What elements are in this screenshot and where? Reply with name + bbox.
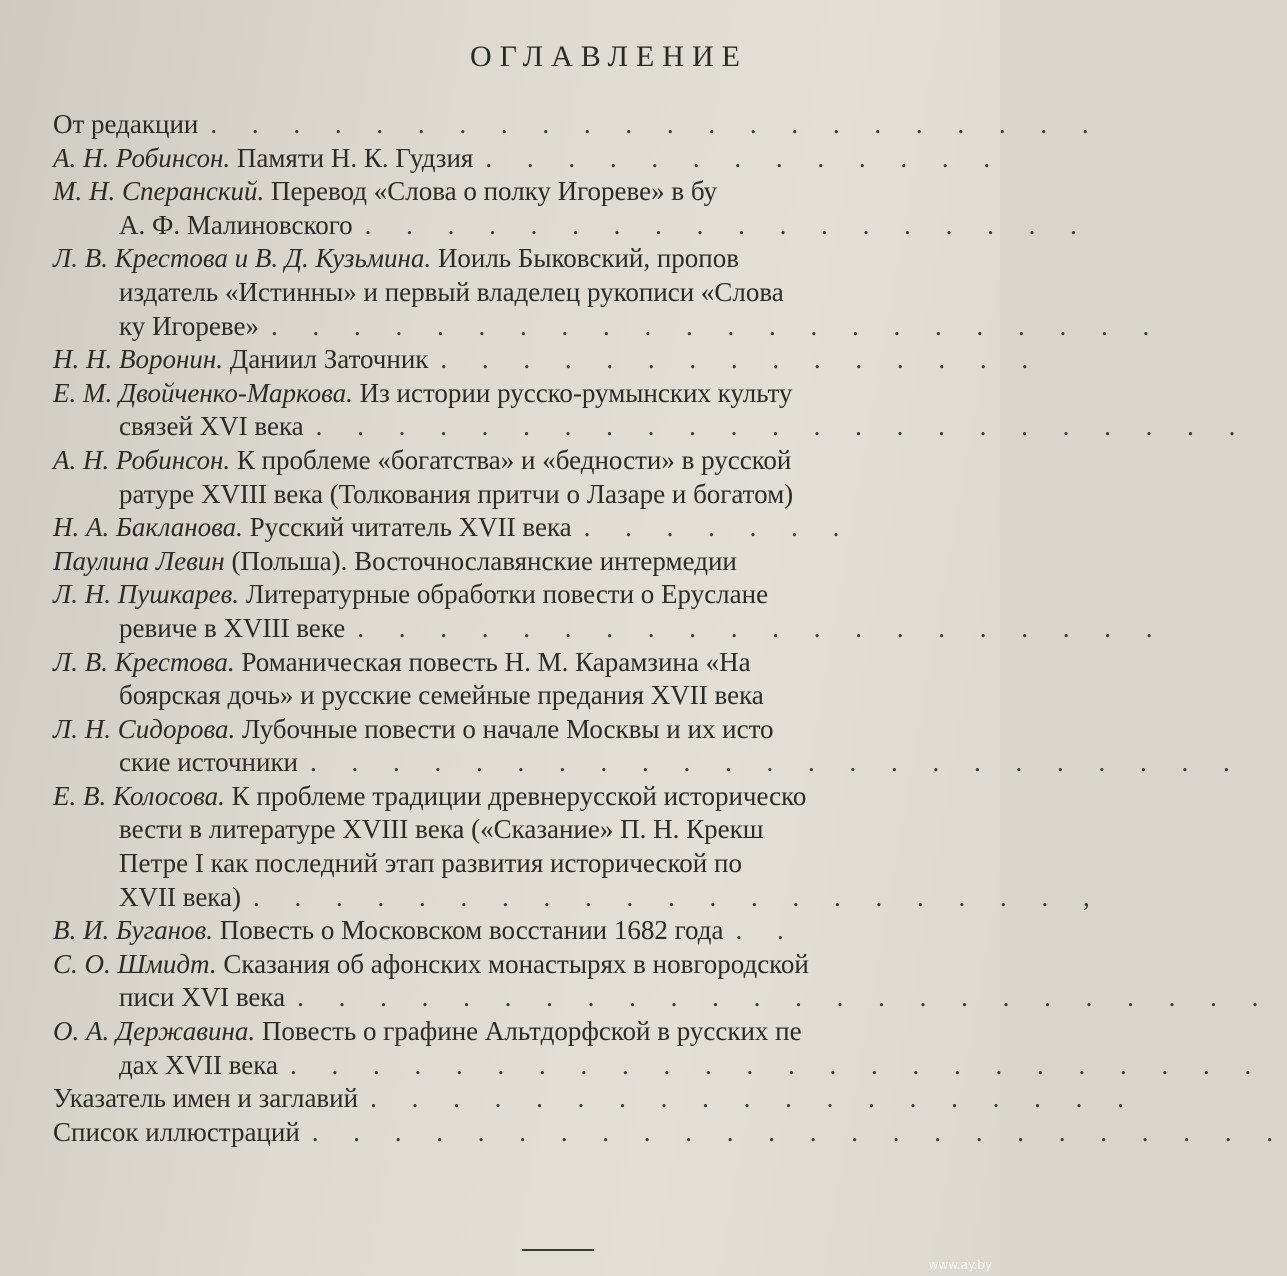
toc-title: Сказания об афонских монастырях в новгородской [223,948,809,979]
toc-title: Список иллюстраций [53,1116,300,1147]
toc-title: А. Ф. Малиновского [119,209,353,240]
toc-title: Перевод «Слова о полку Игореве» в бу [271,176,718,207]
toc-title: Указатель имен и заглавий [53,1083,359,1114]
toc-author: Н. А. Бакланова. [53,512,243,543]
toc-author: Паулина Левин [53,545,225,576]
toc-title: Повесть о Московском восстании 1682 года [219,915,724,946]
toc-title: Из истории русско-румынских культу [359,377,793,408]
toc-line [53,646,1000,680]
toc-line [53,746,1244,780]
toc-line [53,1082,1138,1116]
toc-title: Даниил Заточник [229,344,429,375]
toc-title: Петре I как последний этап развития исторической по [119,848,742,879]
toc-leader-dots: . . . . . . . . . . . . . . . . . . . . . . . . [289,1049,1266,1080]
toc-title: издатель «Истинны» и первый владелец рукописи «Слова [119,276,784,307]
toc-line [53,209,1091,243]
toc-title: ку Игореве» [119,310,259,341]
toc-title: ратуре XVIII века (Толкования притчи о Лазаре и богатом) [119,478,794,509]
toc-line [53,813,1000,847]
toc-line [53,914,1000,948]
toc-title: Памяти Н. К. Гудзия [236,142,474,173]
toc-leader-dots: . . . . . . . . . . . . . . . . . . . . . . [270,310,1164,341]
toc-leader-dots: . . [735,915,798,946]
toc-line [53,1116,1287,1150]
toc-author: Л. В. Крестова и В. Д. Кузьмина. [53,243,432,274]
toc-title: писи XVI века [119,982,286,1013]
watermark: www.ay.by [928,1258,992,1272]
toc-author: Л. В. Крестова. [53,646,235,677]
toc-title: Лубочные повести о начале Москвы и их исто [242,713,774,744]
toc-leader-dots: . . . . . . . . . . . . . . . [440,344,1043,375]
toc-line [53,410,1250,444]
toc-author: В. И. Буганов. [53,915,213,946]
toc-title: ревиче в XVIII веке [119,612,346,643]
toc-line [53,242,1000,276]
toc-line [53,847,1000,881]
toc-title: К проблеме «богатства» и «бедности» в русской [236,444,792,475]
toc-title: Повесть о графине Альтдорфской в русских пе [261,1016,802,1047]
toc-line [53,444,1000,478]
toc-leader-dots: . . . . . . . . . . . . . . . . . . . . [357,612,1167,643]
toc-leader-dots: . . . . . . . . . . . . . . . . . . . . . . . [315,411,1250,442]
toc-title: дах XVII века [119,1049,278,1080]
toc-author: С. О. Шмидт. [53,948,217,979]
toc-leader-dots: . . . . . . . . . . . . . . . . . . [364,209,1091,240]
toc-title: Русский читатель XVII века [249,512,572,543]
toc-line [53,981,1273,1015]
toc-line [53,511,1000,545]
toc-line [53,377,1000,411]
toc-line [53,578,1000,612]
toc-title: связей XVI века [119,411,304,442]
toc-author: А. Н. Робинсон. [53,142,231,173]
page-title: ОГЛАВЛЕНИЕ [470,40,748,73]
toc-author: Л. Н. Сидорова. [53,713,236,744]
table-of-contents [53,108,1287,1149]
toc-line [53,713,1000,747]
toc-line [53,108,1103,142]
toc-title: боярская дочь» и русские семейные предания XVII века [119,680,764,711]
toc-leader-dots: . . . . . . . . . . . . . [485,142,1005,173]
toc-leader-dots: . . . . . . . [583,512,854,543]
toc-line [53,310,1164,344]
toc-author: О. А. Державина. [53,1016,256,1047]
toc-title: Иоиль Быковский, пропов [437,243,739,274]
toc-title: Литературные обработки повести о Еруслане [245,579,769,610]
toc-leader-dots: . . . . . . . . . . . . . . . . . . . . . . . . [297,982,1273,1013]
toc-author: Н. Н. Воронин. [53,344,224,375]
toc-line [53,545,1000,579]
toc-leader-dots: . . . . . . . . . . . . . . . . . . . . . . . . [311,1116,1287,1147]
toc-line [53,343,1043,377]
toc-author: М. Н. Сперанский. [53,176,265,207]
toc-title: (Польша). Восточнославянские интермедии [231,545,737,576]
toc-title: От редакции [53,109,199,139]
toc-leader-dots: . . . . . . . . . . . . . . . . . . . [370,1083,1138,1114]
toc-line [53,780,1000,814]
toc-leader-dots: . . . . . . . . . . . . . . . . . . . . . . [210,109,1103,139]
toc-line [53,478,1000,512]
toc-author: Е. М. Двойченко-Маркова. [53,377,353,408]
toc-line [53,948,1000,982]
toc-author: Е. В. Колосова. [53,780,225,811]
toc-leader-dots: . . . . . . . . . . . . . . . . . . . . . . . [310,747,1244,778]
toc-author: А. Н. Робинсон. [53,444,231,475]
toc-line [53,175,1000,209]
divider [522,1249,594,1251]
toc-title: ские источники [119,747,299,778]
toc-line [53,142,1005,176]
toc-line [53,1015,1000,1049]
toc-leader-dots: . . . . . . . . . . . . . . . . . . . . , [253,881,1104,912]
toc-title: Романическая повесть Н. М. Карамзина «На [241,646,751,677]
toc-title: вести в литературе XVIII века («Сказание» П. Н. Крекш [119,814,764,845]
toc-title: XVII века) [119,881,241,912]
toc-line [53,1049,1266,1083]
toc-line [53,612,1167,646]
toc-line [53,679,1000,713]
toc-title: К проблеме традиции древнерусской историческо [231,780,807,811]
toc-line [53,276,1000,310]
toc-line [53,881,1104,915]
toc-author: Л. Н. Пушкарев. [53,579,240,610]
